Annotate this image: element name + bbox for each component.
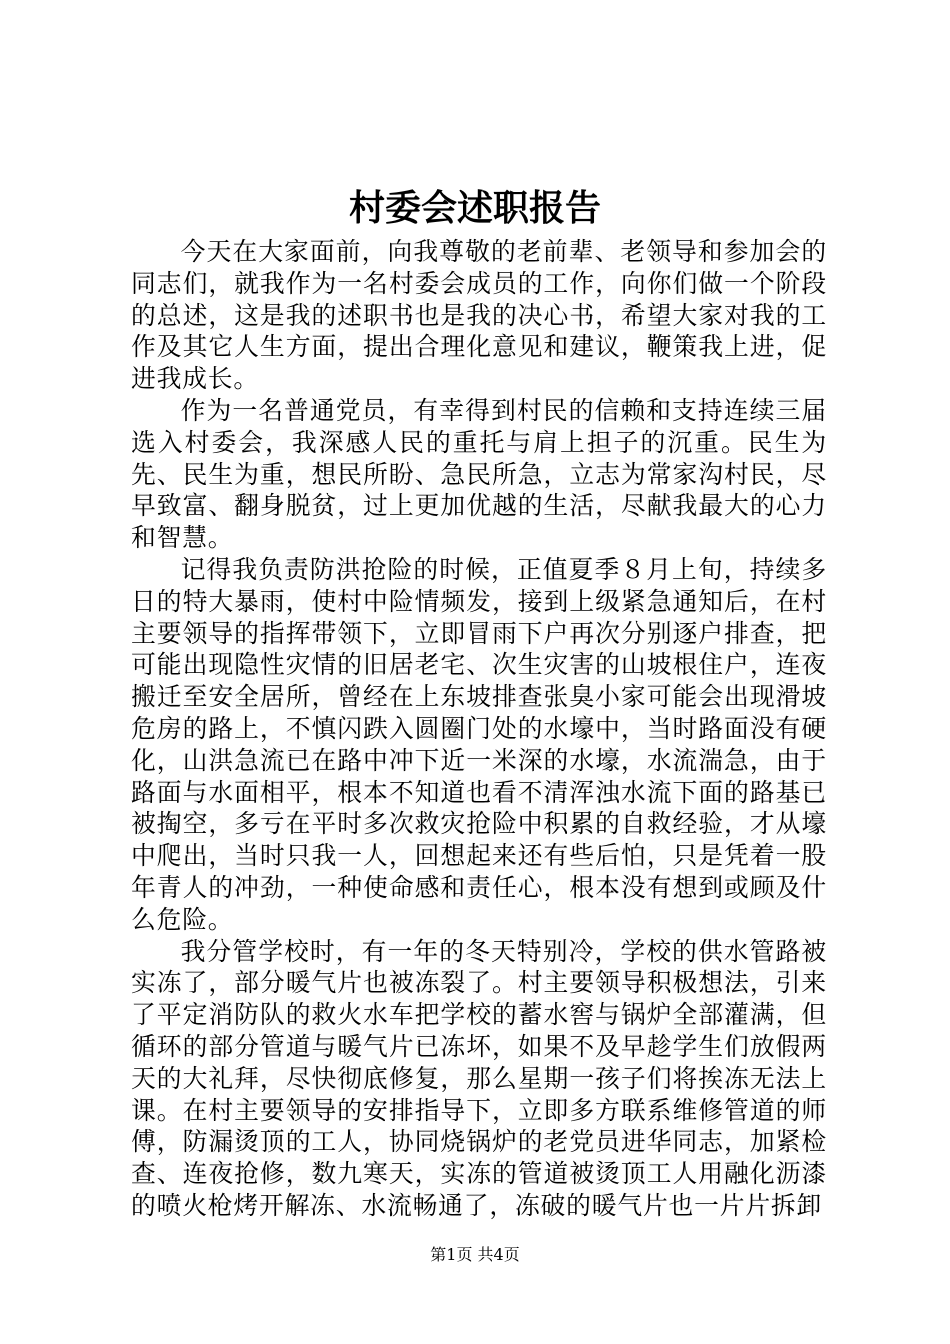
paragraph-3: 记得我负责防洪抢险的时候，正值夏季８月上旬，持续多日的特大暴雨，使村中险情频发，接到上级紧急通知后，在村主要领导的指挥带领下，立即冒雨下户再次分别逐户排查，把可能出现隐性灾情的旧居老宅、次生灾害的山坡根住户，连夜搬迁至安全居所，曾经在上东坡排查张臭小家可能会出现滑坡危房的路上，不慎闪跌入圆圈门处的水壕中，当时路面没有硬化，山洪急流已在路中冲下近一米深的水壕，水流湍急，由于路面与水面相平，根本不知道也看不清浑浊水流下面的路基已被掏空，多亏在平时多次救灾抢险中积累的自救经验，才从壕中爬出，当时只我一人，回想起来还有些后怕，只是凭着一股年青人的冲劲，一种使命感和责任心，根本没有想到或顾及什么危险。 [131, 554, 827, 934]
paragraph-4: 我分管学校时，有一年的冬天特别冷，学校的供水管路被实冻了，部分暖气片也被冻裂了。村主要领导积极想法，引来了平定消防队的救火水车把学校的蓄水窖与锅炉全部灌满，但循环的部分管道与暖气片已冻坏，如果不及早趁学生们放假两天的大礼拜，尽快彻底修复，那么星期一孩子们将挨冻无法上课。在村主要领导的安排指导下，立即多方联系维修管道的师傅，防漏烫顶的工人，协同烧锅炉的老党员进华同志，加紧检查、连夜抢修，数九寒天，实冻的管道被烫顶工人用融化沥漆的喷火枪烤开解冻、水流畅通了，冻破的暖气片也一片片拆卸 [131, 936, 827, 1220]
document-title: 村委会述职报告 [348, 187, 601, 229]
paragraph-1: 今天在大家面前，向我尊敬的老前辈、老领导和参加会的同志们，就我作为一名村委会成员的工作，向你们做一个阶段的总述，这是我的述职书也是我的决心书，希望大家对我的工作及其它人生方面，提出合理化意见和建议，鞭策我上进，促进我成长。 [131, 237, 827, 394]
document-body [131, 236, 827, 1222]
paragraph-2: 作为一名普通党员，有幸得到村民的信赖和支持连续三届选入村委会，我深感人民的重托与肩上担子的沉重。民生为先、民生为重，想民所盼、急民所急，立志为常家沟村民，尽早致富、翻身脱贫，过上更加优越的生活，尽献我最大的心力和智慧。 [131, 395, 827, 553]
page-number-footer: 第1页 共4页 [430, 1245, 520, 1264]
